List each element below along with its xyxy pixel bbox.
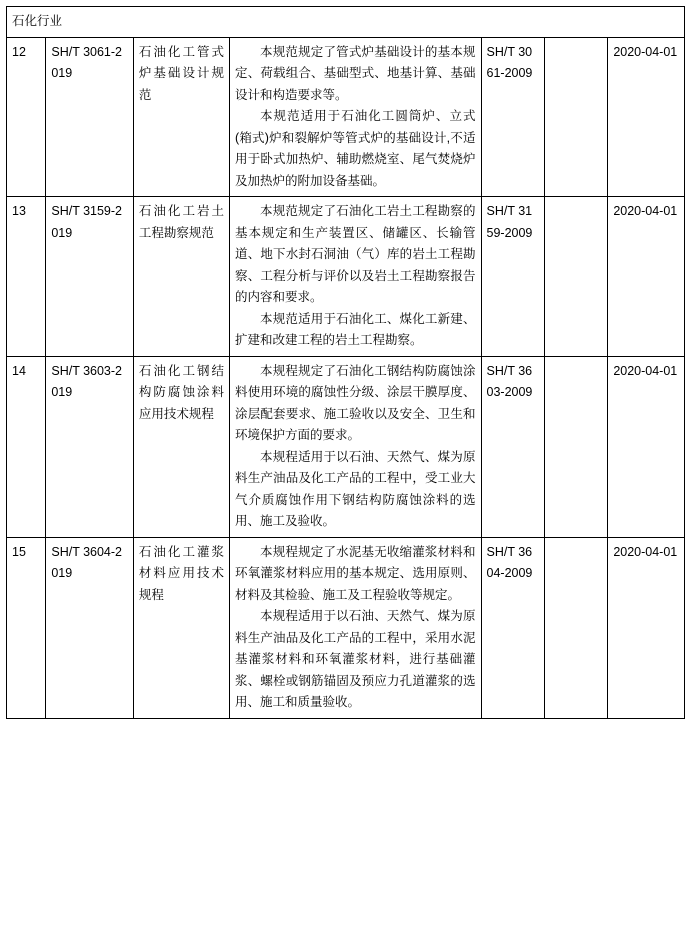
row-standard-name: 石油化工岩土工程勘察规范 — [133, 197, 229, 357]
description-paragraph: 本规范适用于石油化工、煤化工新建、扩建和改建工程的岩土工程勘察。 — [235, 311, 476, 347]
row-number: 12 — [7, 37, 46, 197]
table-row — [7, 37, 685, 197]
row-superseded-standard: SH/T 3603-2009 — [481, 356, 544, 537]
row-description — [230, 356, 481, 537]
description-paragraph: 本规程规定了水泥基无收缩灌浆材料和环氧灌浆材料应用的基本规定、选用原则、材料及其检验、施工及工程验收等规定。 — [235, 544, 476, 602]
row-blank-cell — [544, 537, 607, 718]
row-effective-date: 2020-04-01 — [608, 37, 685, 197]
row-blank-cell — [544, 197, 607, 357]
description-paragraph: 本规范规定了石油化工岩土工程勘察的基本规定和生产装置区、储罐区、长输管道、地下水封石洞油（气）库的岩土工程勘察、工程分析与评价以及岩土工程勘察报告的内容和要求。 — [235, 204, 476, 304]
standards-table — [6, 6, 685, 719]
row-description — [230, 37, 481, 197]
row-standard-code: SH/T 3159-2019 — [46, 197, 133, 357]
description-paragraph: 本规范适用于石油化工圆筒炉、立式(箱式)炉和裂解炉等管式炉的基础设计,不适用于卧式加热炉、辅助燃烧室、尾气焚烧炉及加热炉的附加设备基础。 — [235, 109, 476, 188]
row-standard-code: SH/T 3603-2019 — [46, 356, 133, 537]
section-header-cell: 石化行业 — [7, 7, 685, 38]
row-standard-code: SH/T 3061-2019 — [46, 37, 133, 197]
table-row — [7, 537, 685, 718]
table-row — [7, 356, 685, 537]
row-effective-date: 2020-04-01 — [608, 356, 685, 537]
row-superseded-standard: SH/T 3604-2009 — [481, 537, 544, 718]
row-standard-code: SH/T 3604-2019 — [46, 537, 133, 718]
row-blank-cell — [544, 37, 607, 197]
row-description — [230, 197, 481, 357]
table-row — [7, 197, 685, 357]
row-standard-name: 石油化工灌浆材料应用技术规程 — [133, 537, 229, 718]
row-number: 15 — [7, 537, 46, 718]
row-effective-date: 2020-04-01 — [608, 537, 685, 718]
row-number: 14 — [7, 356, 46, 537]
row-standard-name: 石油化工管式炉基础设计规范 — [133, 37, 229, 197]
row-superseded-standard: SH/T 3061-2009 — [481, 37, 544, 197]
row-number: 13 — [7, 197, 46, 357]
description-paragraph: 本规程适用于以石油、天然气、煤为原料生产油品及化工产品的工程中，受工业大气介质腐蚀作用下钢结构防腐蚀涂料的选用、施工及验收。 — [235, 449, 476, 528]
row-standard-name: 石油化工钢结构防腐蚀涂料应用技术规程 — [133, 356, 229, 537]
row-effective-date: 2020-04-01 — [608, 197, 685, 357]
description-paragraph: 本规程适用于以石油、天然气、煤为原料生产油品及化工产品的工程中，采用水泥基灌浆材料和环氧灌浆材料，进行基础灌浆、螺栓或钢筋锚固及预应力孔道灌浆的选用、施工和质量验收。 — [235, 609, 476, 709]
row-description — [230, 537, 481, 718]
description-paragraph: 本规程规定了石油化工钢结构防腐蚀涂料使用环境的腐蚀性分级、涂层干膜厚度、涂层配套要求、施工验收以及安全、卫生和环境保护方面的要求。 — [235, 363, 476, 442]
row-superseded-standard: SH/T 3159-2009 — [481, 197, 544, 357]
section-header-row — [7, 7, 685, 38]
description-paragraph: 本规范规定了管式炉基础设计的基本规定、荷载组合、基础型式、地基计算、基础设计和构造要求等。 — [235, 44, 476, 102]
row-blank-cell — [544, 356, 607, 537]
